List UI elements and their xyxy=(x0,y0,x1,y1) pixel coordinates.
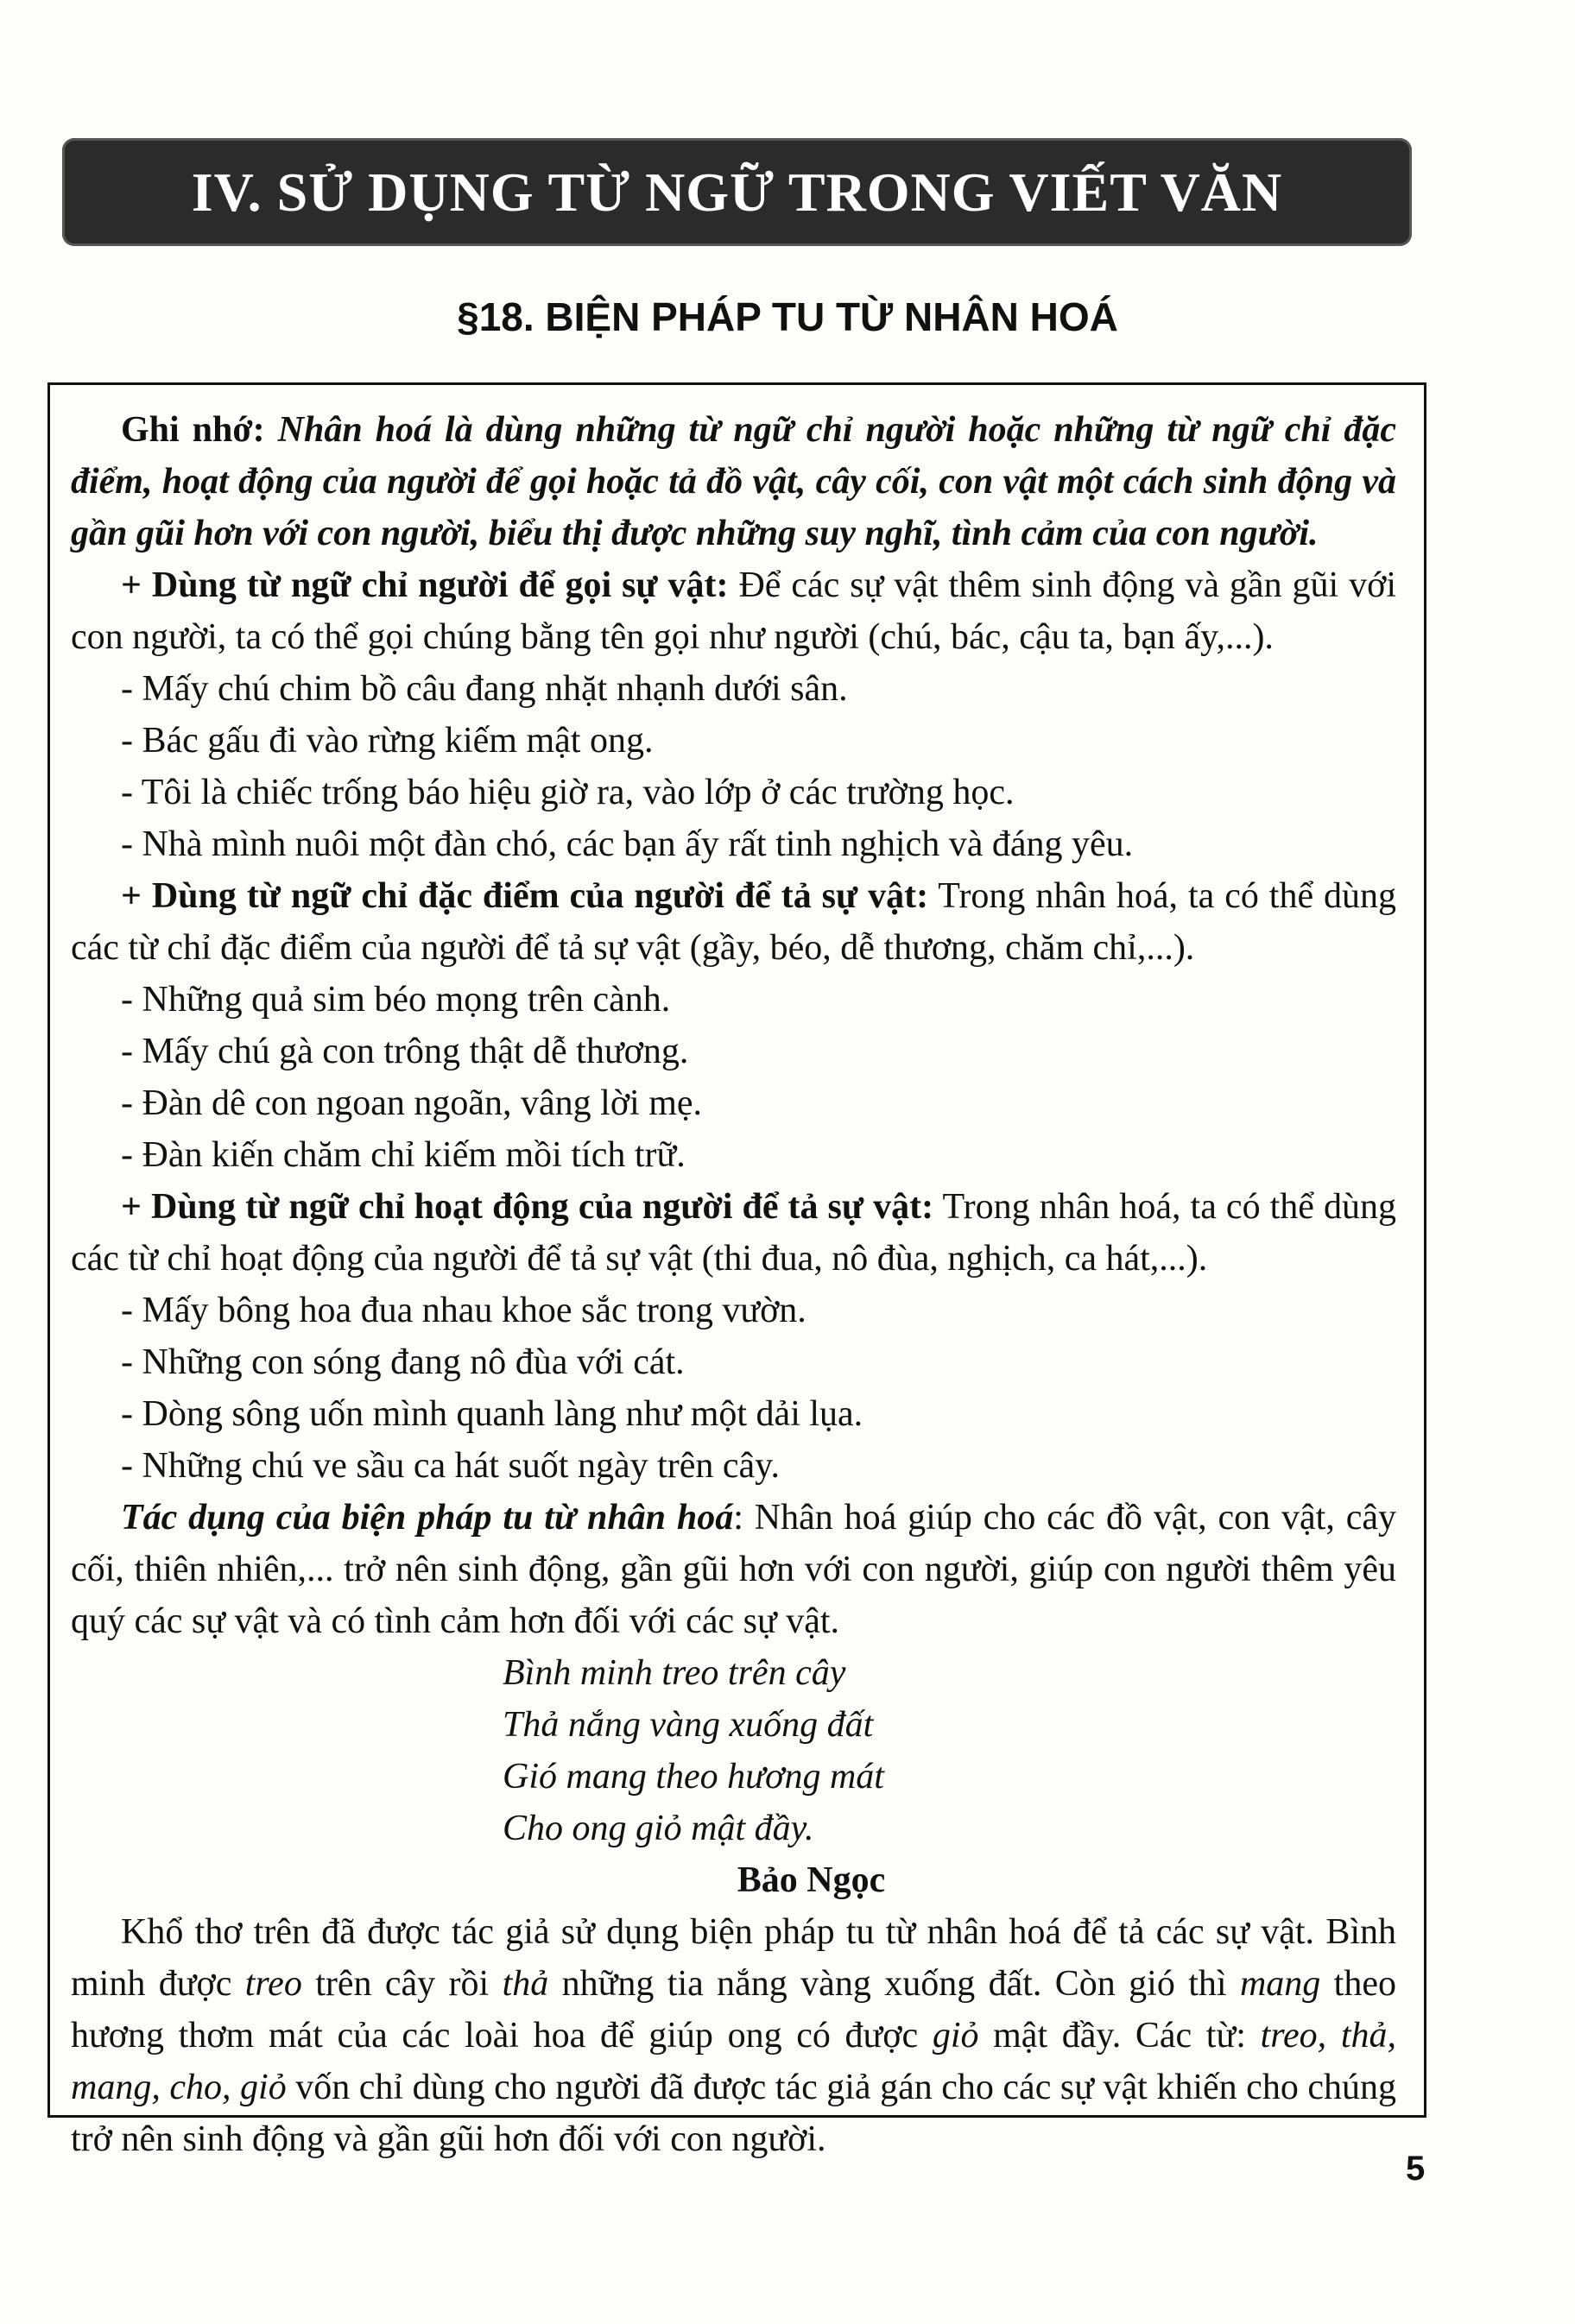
effect-paragraph xyxy=(71,1492,1396,1647)
example-line: - Mấy chú chim bồ câu đang nhặt nhạnh dưới sân. xyxy=(121,669,848,709)
example-line: - Những chú ve sầu ca hát suốt ngày trên cây. xyxy=(121,1446,780,1486)
note-text: Nhân hoá là dùng những từ ngữ chỉ người hoặc những từ ngữ chỉ đặc điểm, hoạt động của người để gọi hoặc tả đồ vật, cây cối, con vật một cách sinh động và gần gũi hơn với con người, biểu thị được những suy nghĩ, tình cảm của con người. xyxy=(71,410,1397,553)
group-heading: + Dùng từ ngữ chỉ người để gọi sự vật: xyxy=(121,565,729,605)
analysis-emphasis: thả xyxy=(502,1964,549,2004)
analysis-text: mật đầy. Các từ: xyxy=(978,2016,1261,2056)
analysis-emphasis: giỏ xyxy=(932,2016,979,2056)
chapter-header xyxy=(62,138,1412,246)
group-heading: + Dùng từ ngữ chỉ hoạt động của người để tả sự vật: xyxy=(121,1187,934,1227)
example-line: - Đàn kiến chăm chỉ kiếm mồi tích trữ. xyxy=(121,1135,686,1175)
effect-text: : Nhân hoá giúp cho các đồ vật, con vật, cây cối, thiên nhiên,... trở nên sinh động, gần gũi hơn với con người, giúp con người thêm yêu quý các sự vật và có tình cảm hơn đối với các sự vật. xyxy=(71,1498,1396,1641)
section-title: §18. BIỆN PHÁP TU TỪ NHÂN HOÁ xyxy=(457,294,1118,339)
example-line: - Tôi là chiếc trống báo hiệu giờ ra, vào lớp ở các trường học. xyxy=(121,773,1015,812)
group-paragraph xyxy=(71,559,1396,663)
page-number: 5 xyxy=(1406,2150,1426,2188)
analysis-paragraph xyxy=(71,1906,1396,2165)
chapter-title: IV. SỬ DỤNG TỪ NGỮ TRONG VIẾT VĂN xyxy=(191,161,1283,223)
poem-line: Bình minh treo trên cây xyxy=(503,1653,846,1693)
example-line: - Dòng sông uốn mình quanh làng như một dải lụa. xyxy=(121,1394,863,1434)
analysis-emphasis: mang xyxy=(1239,1964,1321,2004)
analysis-text: những tia nắng vàng xuống đất. Còn gió thì xyxy=(548,1964,1240,2004)
poem-line: Gió mang theo hương mát xyxy=(503,1757,884,1797)
poem-author: Bảo Ngọc xyxy=(737,1860,886,1900)
example-line: - Những con sóng đang nô đùa với cát. xyxy=(121,1342,685,1382)
example-line: - Bác gấu đi vào rừng kiếm mật ong. xyxy=(121,721,654,761)
group-text: Trong nhân hoá, ta có thể dùng các từ chỉ hoạt động của người để tả sự vật (thi đua, nô đùa, nghịch, ca hát,...). xyxy=(71,1187,1396,1279)
analysis-text: Khổ thơ trên đã được tác giả sử dụng biện pháp tu từ nhân hoá để tả các sự vật. Bình minh được xyxy=(71,1912,1396,2004)
analysis-text: trên cây rồi xyxy=(301,1964,503,2004)
example-line: - Nhà mình nuôi một đàn chó, các bạn ấy rất tinh nghịch và đáng yêu. xyxy=(121,824,1134,864)
group-text: Để các sự vật thêm sinh động và gần gũi với con người, ta có thể gọi chúng bằng tên gọi như người (chú, bác, cậu ta, bạn ấy,...). xyxy=(71,565,1396,657)
group-heading: + Dùng từ ngữ chỉ đặc điểm của người để tả sự vật: xyxy=(121,876,929,916)
analysis-emphasis: treo, thả, mang, cho, giỏ xyxy=(71,2016,1397,2107)
poem xyxy=(71,1647,1396,1854)
group-text: Trong nhân hoá, ta có thể dùng các từ chỉ đặc điểm của người để tả sự vật (gầy, béo, dễ thương, chăm chỉ,...). xyxy=(71,876,1397,968)
effect-label: Tác dụng của biện pháp tu từ nhân hoá xyxy=(121,1498,734,1538)
example-line: - Mấy bông hoa đua nhau khoe sắc trong vườn. xyxy=(121,1291,806,1330)
note-label: Ghi nhớ: xyxy=(121,410,278,450)
note-paragraph xyxy=(71,404,1396,559)
group-paragraph xyxy=(71,1181,1396,1285)
group-paragraph xyxy=(71,870,1396,974)
example-line: - Mấy chú gà con trông thật dễ thương. xyxy=(121,1032,689,1071)
poem-line: Thả nắng vàng xuống đất xyxy=(503,1705,874,1745)
analysis-emphasis: treo xyxy=(244,1964,302,2004)
poem-line: Cho ong giỏ mật đầy. xyxy=(503,1809,814,1848)
analysis-text: theo hương thơm mát của các loài hoa để giúp ong có được xyxy=(71,1964,1396,2056)
example-line: - Đàn dê con ngoan ngoãn, vâng lời mẹ. xyxy=(121,1083,703,1123)
example-line: - Những quả sim béo mọng trên cành. xyxy=(121,980,671,1020)
analysis-text: vốn chỉ dùng cho người đã được tác giả gán cho các sự vật khiến cho chúng trở nên sinh động và gần gũi hơn đối với con người. xyxy=(71,2068,1396,2159)
content-box xyxy=(47,382,1426,2159)
